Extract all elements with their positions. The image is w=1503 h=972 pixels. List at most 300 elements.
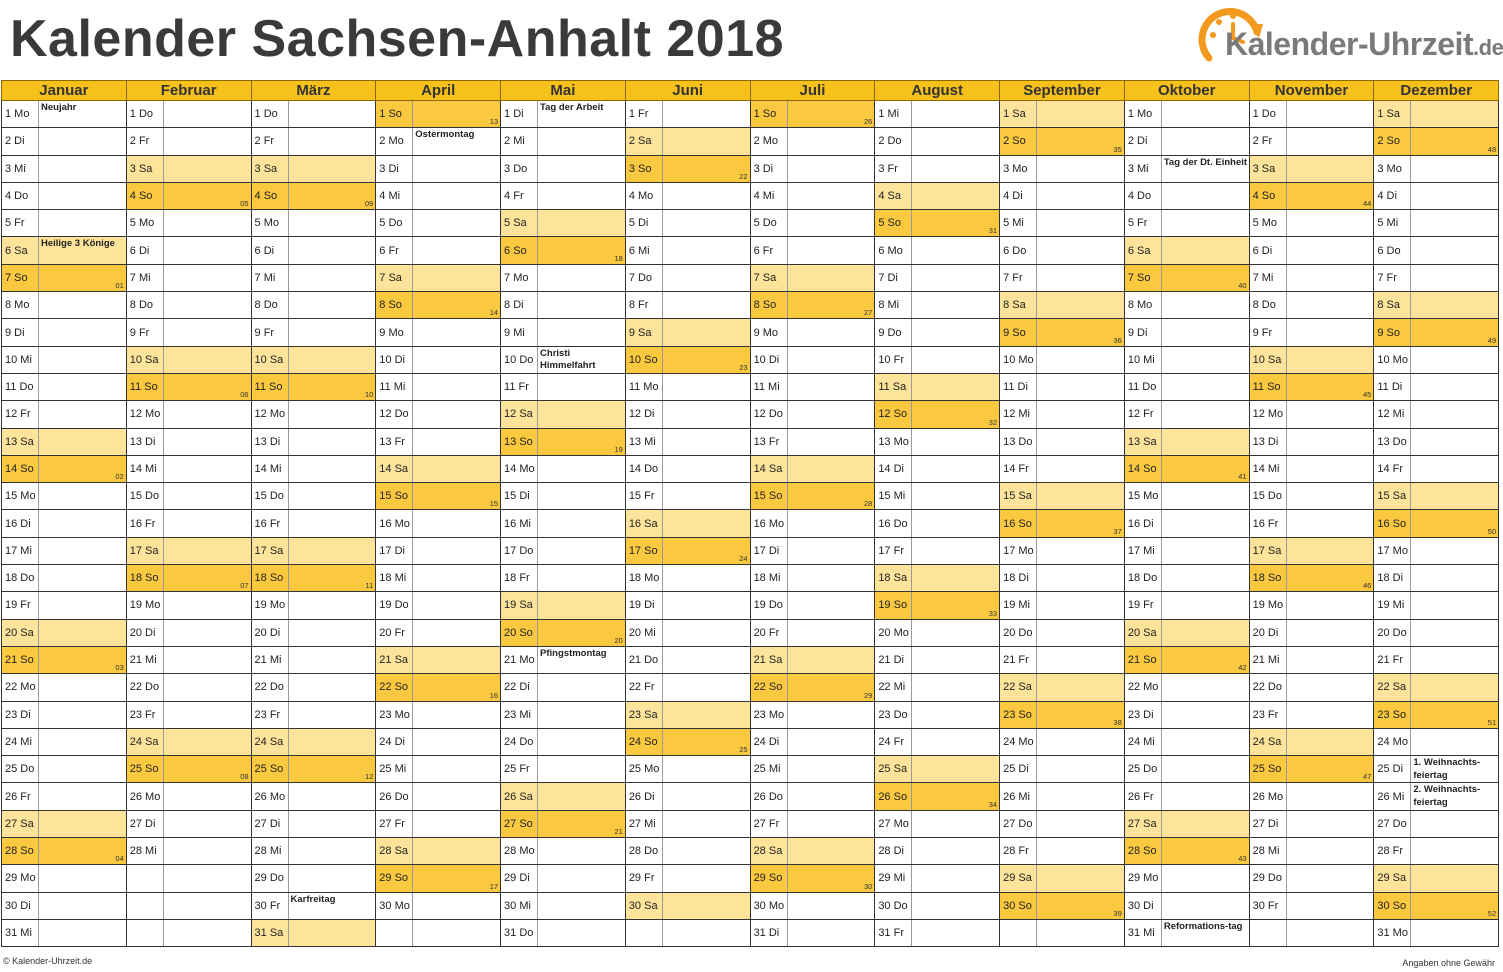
day-cell[interactable]: 10 Sa <box>1249 346 1286 373</box>
day-cell[interactable]: 10 Mi <box>2 346 39 373</box>
day-cell[interactable]: 25 Fr <box>501 756 538 783</box>
day-cell[interactable]: 29 So <box>750 865 787 892</box>
day-cell[interactable]: 7 So <box>2 264 39 291</box>
day-cell[interactable]: 2 Fr <box>126 128 163 155</box>
day-cell[interactable]: 19 So <box>875 592 912 619</box>
day-cell[interactable]: 14 So <box>1124 455 1161 482</box>
day-cell[interactable]: 22 Do <box>126 674 163 701</box>
day-cell[interactable]: 30 Di <box>1124 892 1161 919</box>
day-cell[interactable]: 19 Mo <box>251 592 288 619</box>
day-cell[interactable]: 14 Do <box>625 455 662 482</box>
day-cell[interactable]: 29 Mi <box>875 865 912 892</box>
day-cell[interactable]: 12 Mo <box>251 401 288 428</box>
day-cell[interactable]: 19 Fr <box>1124 592 1161 619</box>
day-cell[interactable]: 6 Mo <box>875 237 912 264</box>
day-cell[interactable]: 4 Mo <box>625 182 662 209</box>
day-cell[interactable]: 20 Di <box>251 619 288 646</box>
day-cell[interactable]: 5 Mi <box>1000 210 1037 237</box>
day-cell[interactable]: 27 Mi <box>625 810 662 837</box>
day-cell[interactable]: 9 Fr <box>1249 319 1286 346</box>
day-cell[interactable]: 21 Sa <box>750 646 787 673</box>
day-cell[interactable]: 17 So <box>625 537 662 564</box>
day-cell[interactable]: 6 Di <box>1249 237 1286 264</box>
day-cell[interactable]: 6 Do <box>1000 237 1037 264</box>
day-cell[interactable]: 24 Mo <box>1374 728 1411 755</box>
day-cell[interactable]: 23 Mi <box>501 701 538 728</box>
day-cell[interactable]: 4 So <box>251 182 288 209</box>
day-cell[interactable]: 2 Mo <box>376 128 413 155</box>
day-cell[interactable]: 5 Mo <box>1249 210 1286 237</box>
day-cell[interactable]: 7 Fr <box>1374 264 1411 291</box>
day-cell[interactable]: 26 So <box>875 783 912 810</box>
day-cell[interactable]: 9 Do <box>875 319 912 346</box>
day-cell[interactable]: 28 So <box>2 838 39 865</box>
day-cell[interactable]: 28 Sa <box>750 838 787 865</box>
day-cell[interactable]: 13 Sa <box>2 428 39 455</box>
day-cell[interactable]: 20 Mo <box>875 619 912 646</box>
day-cell[interactable]: 7 Mo <box>501 264 538 291</box>
day-cell[interactable]: 10 Mi <box>1124 346 1161 373</box>
day-cell[interactable]: 10 Di <box>750 346 787 373</box>
day-cell[interactable]: 2 Sa <box>625 128 662 155</box>
day-cell[interactable]: 1 Fr <box>625 101 662 128</box>
day-cell[interactable]: 17 Mo <box>1374 537 1411 564</box>
day-cell[interactable]: 30 Do <box>875 892 912 919</box>
day-cell[interactable]: 28 Mi <box>251 838 288 865</box>
day-cell[interactable]: 22 So <box>376 674 413 701</box>
day-cell[interactable]: 15 Do <box>1249 483 1286 510</box>
day-cell[interactable]: 25 Sa <box>875 756 912 783</box>
day-cell[interactable]: 18 Di <box>1374 565 1411 592</box>
day-cell[interactable]: 10 Mo <box>1374 346 1411 373</box>
day-cell[interactable]: 9 Fr <box>251 319 288 346</box>
day-cell[interactable]: 22 Sa <box>1374 674 1411 701</box>
day-cell[interactable]: 31 Fr <box>875 919 912 946</box>
day-cell[interactable]: 18 Do <box>1124 565 1161 592</box>
day-cell[interactable]: 8 Sa <box>1374 292 1411 319</box>
day-cell[interactable]: 23 So <box>1000 701 1037 728</box>
day-cell[interactable]: 8 Sa <box>1000 292 1037 319</box>
day-cell[interactable]: 6 Sa <box>1124 237 1161 264</box>
day-cell[interactable]: 29 Mo <box>1124 865 1161 892</box>
day-cell[interactable]: 17 Do <box>501 537 538 564</box>
day-cell[interactable]: 11 Di <box>1000 373 1037 400</box>
day-cell[interactable]: 30 So <box>1000 892 1037 919</box>
day-cell[interactable]: 9 So <box>1374 319 1411 346</box>
day-cell[interactable]: 24 Mi <box>2 728 39 755</box>
day-cell[interactable]: 4 Di <box>1374 182 1411 209</box>
day-cell[interactable]: 13 Mo <box>875 428 912 455</box>
day-cell[interactable]: 16 Sa <box>625 510 662 537</box>
day-cell[interactable]: 19 Mo <box>1249 592 1286 619</box>
day-cell[interactable]: 29 Di <box>501 865 538 892</box>
day-cell[interactable]: 14 Mi <box>251 455 288 482</box>
day-cell[interactable]: 3 Mo <box>1374 155 1411 182</box>
day-cell[interactable]: 20 Di <box>126 619 163 646</box>
day-cell[interactable]: 14 Mi <box>126 455 163 482</box>
day-cell[interactable]: 18 Mi <box>376 565 413 592</box>
day-cell[interactable]: 31 Do <box>501 919 538 946</box>
day-cell[interactable]: 7 Di <box>875 264 912 291</box>
day-cell[interactable]: 8 Mo <box>1124 292 1161 319</box>
day-cell[interactable]: 5 Mi <box>1374 210 1411 237</box>
day-cell[interactable]: 27 Fr <box>750 810 787 837</box>
day-cell[interactable]: 30 Fr <box>251 892 288 919</box>
day-cell[interactable]: 19 Do <box>750 592 787 619</box>
day-cell[interactable]: 3 Fr <box>875 155 912 182</box>
day-cell[interactable]: 24 Sa <box>251 728 288 755</box>
day-cell[interactable]: 20 Sa <box>2 619 39 646</box>
day-cell[interactable]: 15 Do <box>251 483 288 510</box>
day-cell[interactable]: 1 So <box>376 101 413 128</box>
day-cell[interactable]: 2 So <box>1000 128 1037 155</box>
day-cell[interactable]: 15 So <box>750 483 787 510</box>
day-cell[interactable]: 1 Mi <box>875 101 912 128</box>
day-cell[interactable]: 15 Fr <box>625 483 662 510</box>
day-cell[interactable]: 7 Mi <box>251 264 288 291</box>
day-cell[interactable]: 12 Mi <box>1000 401 1037 428</box>
day-cell[interactable]: 20 Di <box>1249 619 1286 646</box>
day-cell[interactable]: 10 Mo <box>1000 346 1037 373</box>
day-cell[interactable]: 31 Mo <box>1374 919 1411 946</box>
day-cell[interactable]: 27 Di <box>251 810 288 837</box>
day-cell[interactable]: 3 Sa <box>126 155 163 182</box>
day-cell[interactable]: 21 Sa <box>376 646 413 673</box>
day-cell[interactable]: 19 Fr <box>2 592 39 619</box>
day-cell[interactable]: 26 Fr <box>2 783 39 810</box>
day-cell[interactable]: 23 So <box>1374 701 1411 728</box>
day-cell[interactable]: 16 Fr <box>1249 510 1286 537</box>
day-cell[interactable]: 21 So <box>1124 646 1161 673</box>
day-cell[interactable]: 10 Sa <box>126 346 163 373</box>
day-cell[interactable]: 16 Mi <box>501 510 538 537</box>
day-cell[interactable]: 20 Fr <box>376 619 413 646</box>
day-cell[interactable]: 27 So <box>501 810 538 837</box>
day-cell[interactable]: 25 Mi <box>750 756 787 783</box>
day-cell[interactable]: 21 Mi <box>1249 646 1286 673</box>
day-cell[interactable]: 27 Di <box>126 810 163 837</box>
day-cell[interactable]: 9 Di <box>1124 319 1161 346</box>
day-cell[interactable]: 13 Mi <box>625 428 662 455</box>
day-cell[interactable]: 18 Mi <box>750 565 787 592</box>
day-cell[interactable]: 8 Mi <box>875 292 912 319</box>
day-cell[interactable]: 25 Di <box>1000 756 1037 783</box>
day-cell[interactable]: 28 Di <box>875 838 912 865</box>
day-cell[interactable]: 15 Mo <box>2 483 39 510</box>
day-cell[interactable]: 4 Mi <box>376 182 413 209</box>
day-cell[interactable]: 3 Mo <box>1000 155 1037 182</box>
day-cell[interactable]: 13 Di <box>126 428 163 455</box>
day-cell[interactable]: 16 Di <box>1124 510 1161 537</box>
day-cell[interactable]: 13 So <box>501 428 538 455</box>
day-cell[interactable]: 12 Do <box>376 401 413 428</box>
day-cell[interactable]: 24 Sa <box>126 728 163 755</box>
day-cell[interactable]: 12 Sa <box>501 401 538 428</box>
day-cell[interactable]: 14 Fr <box>1374 455 1411 482</box>
day-cell[interactable]: 5 So <box>875 210 912 237</box>
day-cell[interactable]: 22 Mo <box>2 674 39 701</box>
day-cell[interactable]: 3 Sa <box>1249 155 1286 182</box>
day-cell[interactable]: 8 So <box>750 292 787 319</box>
day-cell[interactable]: 27 Di <box>1249 810 1286 837</box>
day-cell[interactable]: 2 So <box>1374 128 1411 155</box>
day-cell[interactable]: 12 Di <box>625 401 662 428</box>
day-cell[interactable]: 18 So <box>126 565 163 592</box>
day-cell[interactable]: 29 So <box>376 865 413 892</box>
day-cell[interactable]: 17 Mo <box>1000 537 1037 564</box>
day-cell[interactable]: 5 Fr <box>2 210 39 237</box>
day-cell[interactable]: 17 Sa <box>1249 537 1286 564</box>
day-cell[interactable]: 17 Mi <box>2 537 39 564</box>
day-cell[interactable]: 26 Di <box>625 783 662 810</box>
day-cell[interactable]: 26 Mo <box>1249 783 1286 810</box>
site-logo[interactable] <box>1197 2 1503 74</box>
day-cell[interactable]: 4 So <box>1249 182 1286 209</box>
day-cell[interactable]: 28 So <box>1124 838 1161 865</box>
day-cell[interactable]: 9 Sa <box>625 319 662 346</box>
day-cell[interactable]: 30 Fr <box>1249 892 1286 919</box>
day-cell[interactable]: 23 Mo <box>376 701 413 728</box>
day-cell[interactable]: 17 Sa <box>126 537 163 564</box>
day-cell[interactable]: 1 Sa <box>1374 101 1411 128</box>
day-cell[interactable]: 11 So <box>1249 373 1286 400</box>
day-cell[interactable]: 17 Fr <box>875 537 912 564</box>
day-cell[interactable]: 22 Fr <box>625 674 662 701</box>
day-cell[interactable]: 23 Fr <box>126 701 163 728</box>
day-cell[interactable]: 17 Di <box>750 537 787 564</box>
day-cell[interactable]: 11 Mi <box>750 373 787 400</box>
day-cell[interactable]: 12 Mo <box>1249 401 1286 428</box>
day-cell[interactable]: 8 So <box>376 292 413 319</box>
day-cell[interactable]: 6 Fr <box>376 237 413 264</box>
day-cell[interactable]: 20 So <box>501 619 538 646</box>
day-cell[interactable]: 1 Mo <box>2 101 39 128</box>
day-cell[interactable]: 21 Fr <box>1000 646 1037 673</box>
day-cell[interactable]: 15 Do <box>126 483 163 510</box>
day-cell[interactable]: 19 Sa <box>501 592 538 619</box>
day-cell[interactable]: 16 Fr <box>251 510 288 537</box>
day-cell[interactable]: 6 Di <box>126 237 163 264</box>
day-cell[interactable]: 8 Mo <box>2 292 39 319</box>
day-cell[interactable]: 21 Di <box>875 646 912 673</box>
day-cell[interactable]: 11 Do <box>2 373 39 400</box>
day-cell[interactable]: 29 Mo <box>2 865 39 892</box>
day-cell[interactable]: 8 Do <box>1249 292 1286 319</box>
day-cell[interactable]: 7 So <box>1124 264 1161 291</box>
day-cell[interactable]: 26 Fr <box>1124 783 1161 810</box>
day-cell[interactable]: 24 Fr <box>875 728 912 755</box>
day-cell[interactable]: 26 Do <box>376 783 413 810</box>
day-cell[interactable]: 22 So <box>750 674 787 701</box>
day-cell[interactable]: 24 Do <box>501 728 538 755</box>
day-cell[interactable]: 27 Do <box>1000 810 1037 837</box>
day-cell[interactable]: 29 Sa <box>1374 865 1411 892</box>
day-cell[interactable]: 21 Mo <box>501 646 538 673</box>
day-cell[interactable]: 13 Fr <box>376 428 413 455</box>
day-cell[interactable]: 2 Mi <box>501 128 538 155</box>
day-cell[interactable]: 3 Mi <box>2 155 39 182</box>
day-cell[interactable]: 19 Di <box>625 592 662 619</box>
day-cell[interactable]: 24 Di <box>750 728 787 755</box>
day-cell[interactable]: 16 So <box>1000 510 1037 537</box>
day-cell[interactable]: 26 Mo <box>126 783 163 810</box>
day-cell[interactable]: 4 Do <box>2 182 39 209</box>
day-cell[interactable]: 28 Do <box>625 838 662 865</box>
day-cell[interactable]: 30 Di <box>2 892 39 919</box>
day-cell[interactable]: 13 Do <box>1374 428 1411 455</box>
day-cell[interactable]: 28 Fr <box>1000 838 1037 865</box>
day-cell[interactable]: 16 So <box>1374 510 1411 537</box>
day-cell[interactable]: 10 Sa <box>251 346 288 373</box>
day-cell[interactable]: 23 Di <box>2 701 39 728</box>
day-cell[interactable]: 21 Mi <box>251 646 288 673</box>
day-cell[interactable]: 7 Sa <box>376 264 413 291</box>
day-cell[interactable]: 15 Mi <box>875 483 912 510</box>
day-cell[interactable]: 19 Do <box>376 592 413 619</box>
day-cell[interactable]: 12 Fr <box>1124 401 1161 428</box>
day-cell[interactable]: 3 Di <box>750 155 787 182</box>
day-cell[interactable]: 2 Do <box>875 128 912 155</box>
day-cell[interactable]: 10 Di <box>376 346 413 373</box>
day-cell[interactable]: 28 Sa <box>376 838 413 865</box>
day-cell[interactable]: 24 Di <box>376 728 413 755</box>
day-cell[interactable]: 21 Fr <box>1374 646 1411 673</box>
day-cell[interactable]: 8 Di <box>501 292 538 319</box>
day-cell[interactable]: 24 Sa <box>1249 728 1286 755</box>
day-cell[interactable]: 28 Mi <box>1249 838 1286 865</box>
day-cell[interactable]: 8 Do <box>126 292 163 319</box>
day-cell[interactable]: 4 Di <box>1000 182 1037 209</box>
day-cell[interactable]: 9 Mi <box>501 319 538 346</box>
day-cell[interactable]: 24 Mi <box>1124 728 1161 755</box>
day-cell[interactable]: 4 Do <box>1124 182 1161 209</box>
day-cell[interactable]: 27 Fr <box>376 810 413 837</box>
day-cell[interactable]: 23 Di <box>1124 701 1161 728</box>
day-cell[interactable]: 11 Mi <box>376 373 413 400</box>
day-cell[interactable]: 16 Mo <box>376 510 413 537</box>
day-cell[interactable]: 2 Mo <box>750 128 787 155</box>
day-cell[interactable]: 25 So <box>1249 756 1286 783</box>
day-cell[interactable]: 27 Sa <box>1124 810 1161 837</box>
day-cell[interactable]: 3 Do <box>501 155 538 182</box>
day-cell[interactable]: 26 Mi <box>1000 783 1037 810</box>
day-cell[interactable]: 18 Mo <box>625 565 662 592</box>
day-cell[interactable]: 19 Mo <box>126 592 163 619</box>
day-cell[interactable]: 7 Mi <box>1249 264 1286 291</box>
day-cell[interactable]: 15 Mo <box>1124 483 1161 510</box>
day-cell[interactable]: 30 Mo <box>376 892 413 919</box>
day-cell[interactable]: 6 Do <box>1374 237 1411 264</box>
day-cell[interactable]: 11 Do <box>1124 373 1161 400</box>
day-cell[interactable]: 7 Mi <box>126 264 163 291</box>
day-cell[interactable]: 16 Do <box>875 510 912 537</box>
day-cell[interactable]: 25 Do <box>1124 756 1161 783</box>
day-cell[interactable]: 2 Fr <box>251 128 288 155</box>
day-cell[interactable]: 11 Fr <box>501 373 538 400</box>
day-cell[interactable]: 31 Mi <box>1124 919 1161 946</box>
day-cell[interactable]: 12 Mo <box>126 401 163 428</box>
day-cell[interactable]: 2 Di <box>2 128 39 155</box>
day-cell[interactable]: 12 So <box>875 401 912 428</box>
day-cell[interactable]: 26 Do <box>750 783 787 810</box>
day-cell[interactable]: 19 Mi <box>1374 592 1411 619</box>
day-cell[interactable]: 14 Fr <box>1000 455 1037 482</box>
day-cell[interactable]: 9 Mo <box>750 319 787 346</box>
day-cell[interactable]: 8 Fr <box>625 292 662 319</box>
day-cell[interactable]: 5 Do <box>376 210 413 237</box>
day-cell[interactable]: 14 Di <box>875 455 912 482</box>
day-cell[interactable]: 8 Do <box>251 292 288 319</box>
day-cell[interactable]: 6 Fr <box>750 237 787 264</box>
day-cell[interactable]: 25 Mo <box>625 756 662 783</box>
day-cell[interactable]: 12 Do <box>750 401 787 428</box>
day-cell[interactable]: 20 Sa <box>1124 619 1161 646</box>
day-cell[interactable]: 11 So <box>251 373 288 400</box>
day-cell[interactable]: 28 Mo <box>501 838 538 865</box>
day-cell[interactable]: 25 Do <box>2 756 39 783</box>
day-cell[interactable]: 14 So <box>2 455 39 482</box>
day-cell[interactable]: 1 Do <box>1249 101 1286 128</box>
day-cell[interactable]: 15 Sa <box>1000 483 1037 510</box>
day-cell[interactable]: 5 Sa <box>501 210 538 237</box>
day-cell[interactable]: 15 Di <box>501 483 538 510</box>
day-cell[interactable]: 14 Sa <box>750 455 787 482</box>
day-cell[interactable]: 7 Fr <box>1000 264 1037 291</box>
day-cell[interactable]: 1 Di <box>501 101 538 128</box>
day-cell[interactable]: 26 Mi <box>1374 783 1411 810</box>
day-cell[interactable]: 22 Do <box>1249 674 1286 701</box>
day-cell[interactable]: 18 Di <box>1000 565 1037 592</box>
day-cell[interactable]: 28 Mi <box>126 838 163 865</box>
day-cell[interactable]: 22 Di <box>501 674 538 701</box>
day-cell[interactable]: 16 Di <box>2 510 39 537</box>
day-cell[interactable]: 9 So <box>1000 319 1037 346</box>
day-cell[interactable]: 30 So <box>1374 892 1411 919</box>
day-cell[interactable]: 9 Di <box>2 319 39 346</box>
day-cell[interactable]: 19 Mi <box>1000 592 1037 619</box>
day-cell[interactable]: 31 Mi <box>2 919 39 946</box>
day-cell[interactable]: 6 Di <box>251 237 288 264</box>
day-cell[interactable]: 10 Do <box>501 346 538 373</box>
day-cell[interactable]: 21 Do <box>625 646 662 673</box>
day-cell[interactable]: 1 Mo <box>1124 101 1161 128</box>
day-cell[interactable]: 5 Fr <box>1124 210 1161 237</box>
day-cell[interactable]: 17 Mi <box>1124 537 1161 564</box>
day-cell[interactable]: 4 So <box>126 182 163 209</box>
day-cell[interactable]: 1 So <box>750 101 787 128</box>
day-cell[interactable]: 3 Sa <box>251 155 288 182</box>
day-cell[interactable]: 11 So <box>126 373 163 400</box>
day-cell[interactable]: 4 Sa <box>875 182 912 209</box>
day-cell[interactable]: 22 Mi <box>875 674 912 701</box>
day-cell[interactable]: 24 Mo <box>1000 728 1037 755</box>
day-cell[interactable]: 29 Do <box>1249 865 1286 892</box>
day-cell[interactable]: 20 Mi <box>625 619 662 646</box>
day-cell[interactable]: 14 Sa <box>376 455 413 482</box>
day-cell[interactable]: 27 Mo <box>875 810 912 837</box>
day-cell[interactable]: 20 Do <box>1374 619 1411 646</box>
day-cell[interactable]: 5 Do <box>750 210 787 237</box>
day-cell[interactable]: 17 Di <box>376 537 413 564</box>
day-cell[interactable]: 22 Mo <box>1124 674 1161 701</box>
day-cell[interactable]: 2 Fr <box>1249 128 1286 155</box>
day-cell[interactable]: 23 Do <box>875 701 912 728</box>
day-cell[interactable]: 5 Mo <box>251 210 288 237</box>
day-cell[interactable]: 7 Do <box>625 264 662 291</box>
day-cell[interactable]: 25 So <box>251 756 288 783</box>
day-cell[interactable]: 28 Fr <box>1374 838 1411 865</box>
day-cell[interactable]: 15 So <box>376 483 413 510</box>
